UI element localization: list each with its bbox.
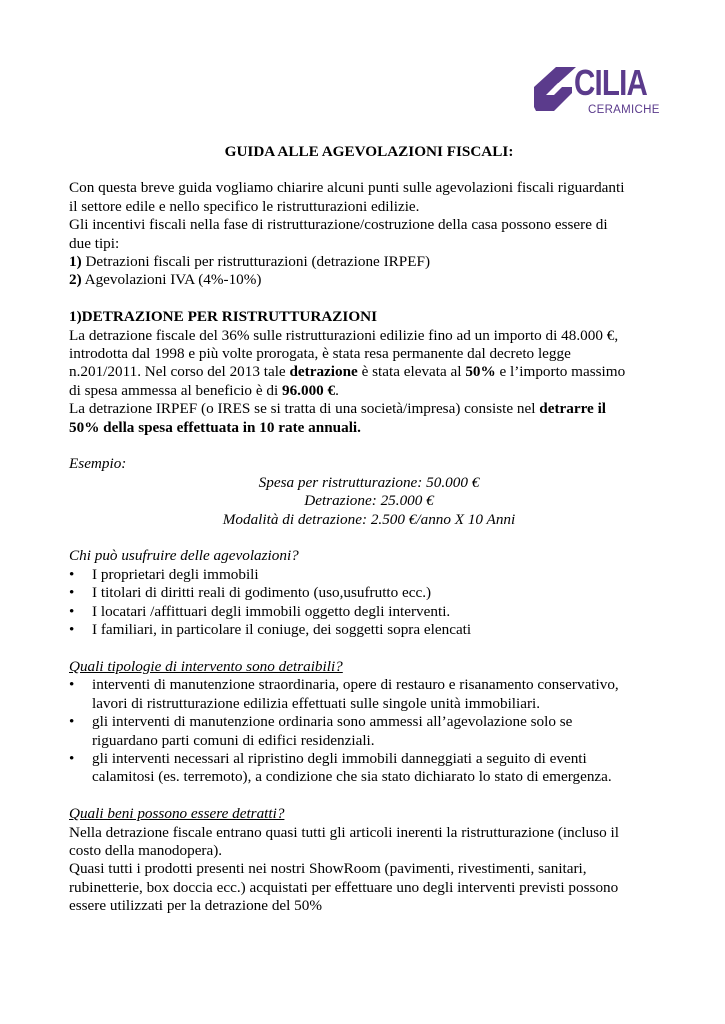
intro-line: Gli incentivi fiscali nella fase di ristrutturazione/costruzione della casa possono essere di xyxy=(69,216,608,234)
section-line: di spesa ammessa al beneficio è di 96.000 €. xyxy=(69,381,339,399)
intro-line: due tipi: xyxy=(69,234,120,252)
intro-line: il settore edile e nello specifico le ristrutturazioni edilizie. xyxy=(69,197,420,215)
cilia-ceramiche-logo xyxy=(532,63,662,125)
section-line: introdotta dal 1998 e più volte prorogata, è stata resa permanente dal decreto legge xyxy=(69,345,571,363)
logo-mark-icon xyxy=(532,63,580,113)
section-heading: 1)DETRAZIONE PER RISTRUTTURAZIONI xyxy=(69,308,378,326)
types-list xyxy=(69,676,669,786)
item-number: 2) xyxy=(69,271,82,289)
list-item: • I locatari /affittuari degli immobili oggetto degli interventi. xyxy=(69,603,669,621)
list-item: • gli interventi di manutenzione ordinaria sono ammessi all’agevolazione solo se riguardano parti comuni di edifici residenziali. xyxy=(69,713,669,750)
section-line: La detrazione fiscale del 36% sulle ristrutturazioni edilizie fino ad un importo di 48.000 €, xyxy=(69,326,619,344)
who-list xyxy=(69,566,669,640)
page-title: GUIDA ALLE AGEVOLAZIONI FISCALI: xyxy=(224,143,514,160)
logo-brand-text: CILIA xyxy=(574,62,647,103)
intro-item-1 xyxy=(69,253,669,271)
item-number: 1) xyxy=(69,253,82,271)
section-line: La detrazione IRPEF (o IRES se si tratta di una società/impresa) consiste nel detrarre il xyxy=(69,400,607,418)
list-item: • interventi di manutenzione straordinaria, opere di restauro e risanamento conservativo, lavori di ristrutturazione edilizia effettuati sulle singole unità immobiliari. xyxy=(69,676,669,713)
item-text: Detrazioni fiscali per ristrutturazioni (detrazione IRPEF) xyxy=(81,253,431,271)
document-body xyxy=(69,143,669,916)
intro-line: Con questa breve guida vogliamo chiarire alcuni punti sulle agevolazioni fiscali riguardanti xyxy=(69,179,625,197)
example-line: Spesa per ristrutturazione: 50.000 € xyxy=(258,473,480,491)
types-heading: Quali tipologie di intervento sono detraibili? xyxy=(69,657,343,675)
list-item: • I titolari di diritti reali di godimento (uso,usufrutto ecc.) xyxy=(69,584,669,602)
section-line: n.201/2011. Nel corso del 2013 tale detrazione è stata elevata al 50% e l’importo massimo xyxy=(69,363,626,381)
who-heading: Chi può usufruire delle agevolazioni? xyxy=(69,547,299,565)
goods-line: costo della manodopera). xyxy=(69,841,223,859)
goods-line: Quasi tutti i prodotti presenti nei nostri ShowRoom (pavimenti, rivestimenti, sanitari, xyxy=(69,860,587,878)
example-line: Detrazione: 25.000 € xyxy=(304,492,434,510)
item-text: Agevolazioni IVA (4%-10%) xyxy=(81,271,262,289)
example-label: Esempio: xyxy=(69,455,127,473)
goods-line: essere utilizzati per la detrazione del 50% xyxy=(69,897,323,915)
section-line: 50% della spesa effettuata in 10 rate annuali. xyxy=(69,418,361,436)
list-item: • I familiari, in particolare il coniuge, dei soggetti sopra elencati xyxy=(69,621,669,639)
goods-line: Nella detrazione fiscale entrano quasi tutti gli articoli inerenti la ristrutturazione (incluso il xyxy=(69,823,619,841)
logo-subtitle: CERAMICHE xyxy=(588,104,660,116)
intro-item-2 xyxy=(69,271,669,289)
list-item: • I proprietari degli immobili xyxy=(69,566,669,584)
goods-heading: Quali beni possono essere detratti? xyxy=(69,805,285,823)
goods-line: rubinetterie, box doccia ecc.) acquistati per effettuare uno degli interventi previsti possono xyxy=(69,878,619,896)
list-item: • gli interventi necessari al ripristino degli immobili danneggiati a seguito di eventi calamitosi (es. terremoto), a condizione che sia stato dichiarato lo stato di emergenza. xyxy=(69,750,669,787)
example-line: Modalità di detrazione: 2.500 €/anno X 10 Anni xyxy=(222,510,516,528)
